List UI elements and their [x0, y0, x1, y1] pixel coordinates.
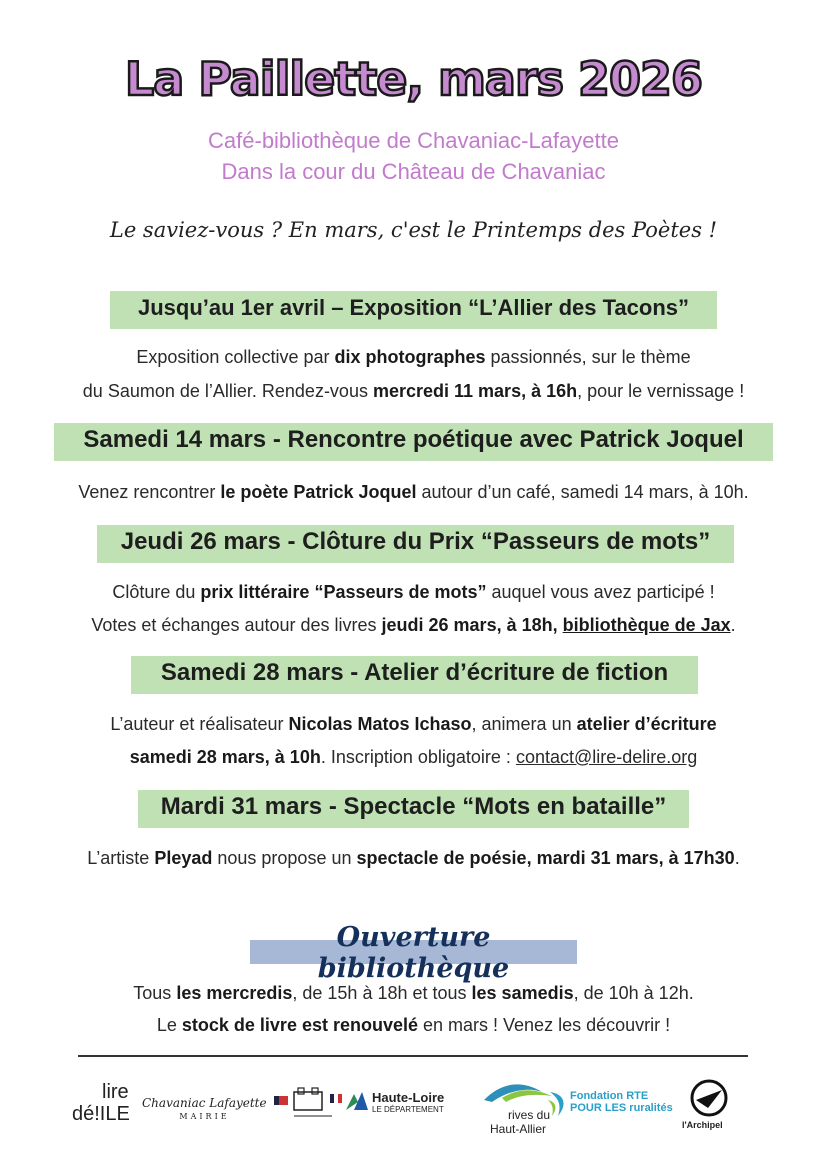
text-run: les mercredis: [176, 983, 293, 1003]
text-run: . Inscription obligatoire :: [320, 747, 516, 767]
text-run: .: [730, 615, 736, 635]
opening-hours-text: [0, 983, 827, 1004]
text-run: du Saumon de l’Allier. Rendez-vous: [82, 381, 373, 401]
text-run: jeudi 26 mars, à 18h,: [381, 615, 563, 635]
text-run: dix photographes: [334, 347, 486, 367]
text-run: Le: [156, 1015, 182, 1035]
haute-loire-logo: Haute-Loire LE DÉPARTEMENT: [372, 1092, 482, 1116]
event-heading-atelier: Samedi 28 mars - Atelier d’écriture de fiction: [131, 656, 698, 694]
text-run: spectacle de poésie, mardi 31 mars, à 17h30: [356, 848, 735, 868]
subtitle-venue: Café-bibliothèque de Chavaniac-Lafayette: [208, 128, 619, 153]
event-text: [0, 714, 827, 735]
event-heading-cloture: Jeudi 26 mars - Clôture du Prix “Passeurs de mots”: [97, 525, 734, 563]
link-text[interactable]: bibliothèque de Jax: [562, 615, 731, 635]
text-run: passionnés, sur le thème: [485, 347, 691, 367]
event-text: [0, 381, 827, 402]
rives-haut-allier-logo: rives du Haut-Allier: [482, 1078, 572, 1140]
event-text[interactable]: [0, 615, 827, 636]
text-run: L’auteur et réalisateur: [110, 714, 289, 734]
event-text-contact[interactable]: [0, 747, 827, 768]
divider: [78, 1055, 748, 1057]
text-run: , animera un: [471, 714, 577, 734]
text-run: nous propose un: [212, 848, 357, 868]
text-run: Venez rencontrer: [78, 482, 221, 502]
opening-stock-text: [0, 1015, 827, 1036]
opening-heading: [250, 922, 577, 984]
text-run: auquel vous avez participé !: [486, 582, 715, 602]
text-run: en mars ! Venez les découvrir !: [418, 1015, 671, 1035]
text-run: autour d’un café, samedi 14 mars, à 10h.: [416, 482, 749, 502]
text-run: Exposition collective par: [136, 347, 335, 367]
text-run: , de 15h à 18h et tous: [292, 983, 472, 1003]
event-text: [0, 582, 827, 603]
text-run: , pour le vernissage !: [577, 381, 745, 401]
text-run: Clôture du: [112, 582, 201, 602]
subtitle-location: Dans la cour du Château de Chavaniac: [221, 159, 606, 184]
text-run: prix littéraire “Passeurs de mots”: [200, 582, 487, 602]
archipel-logo: l'Archipel: [682, 1078, 752, 1138]
tagline: Le saviez-vous ? En mars, c'est le Printemps des Poètes !: [109, 218, 718, 242]
lire-delire-logo: lire dé!ILE: [72, 1081, 130, 1125]
text-run: mercredi 11 mars, à 16h: [372, 381, 578, 401]
text-run: samedi 28 mars, à 10h: [129, 747, 321, 767]
text-run: les samedis: [471, 983, 574, 1003]
text-run: stock de livre est renouvelé: [181, 1015, 418, 1035]
text-run: atelier d’écriture: [576, 714, 717, 734]
page-title: La Paillette, mars 2026: [124, 52, 703, 106]
event-text: [0, 347, 827, 368]
text-run: .: [734, 848, 740, 868]
fondation-rte-logo: Fondation RTE POUR LES ruralités: [570, 1090, 680, 1114]
text-run: Nicolas Matos Ichaso: [288, 714, 472, 734]
text-run: Pleyad: [154, 848, 213, 868]
chavaniac-mairie-logo: Chavaniac Lafayette MAIRIE: [142, 1096, 267, 1121]
text-run: , de 10h à 12h.: [573, 983, 694, 1003]
event-heading-exposition: Jusqu’au 1er avril – Exposition “L’Allier des Tacons”: [110, 291, 717, 329]
link-text[interactable]: contact@lire-delire.org: [515, 747, 698, 767]
event-text: [0, 482, 827, 503]
text-run: le poète Patrick Joquel: [220, 482, 417, 502]
text-run: L’artiste: [87, 848, 155, 868]
event-heading-rencontre: Samedi 14 mars - Rencontre poétique avec Patrick Joquel: [54, 423, 773, 461]
text-run: Votes et échanges autour des livres: [91, 615, 382, 635]
event-heading-spectacle: Mardi 31 mars - Spectacle “Mots en bataille”: [138, 790, 689, 828]
event-text: [0, 848, 827, 869]
opening-heading-text: Ouverture bibliothèque: [317, 922, 510, 984]
text-run: Tous: [133, 983, 177, 1003]
partner-logos: [62, 1078, 762, 1148]
